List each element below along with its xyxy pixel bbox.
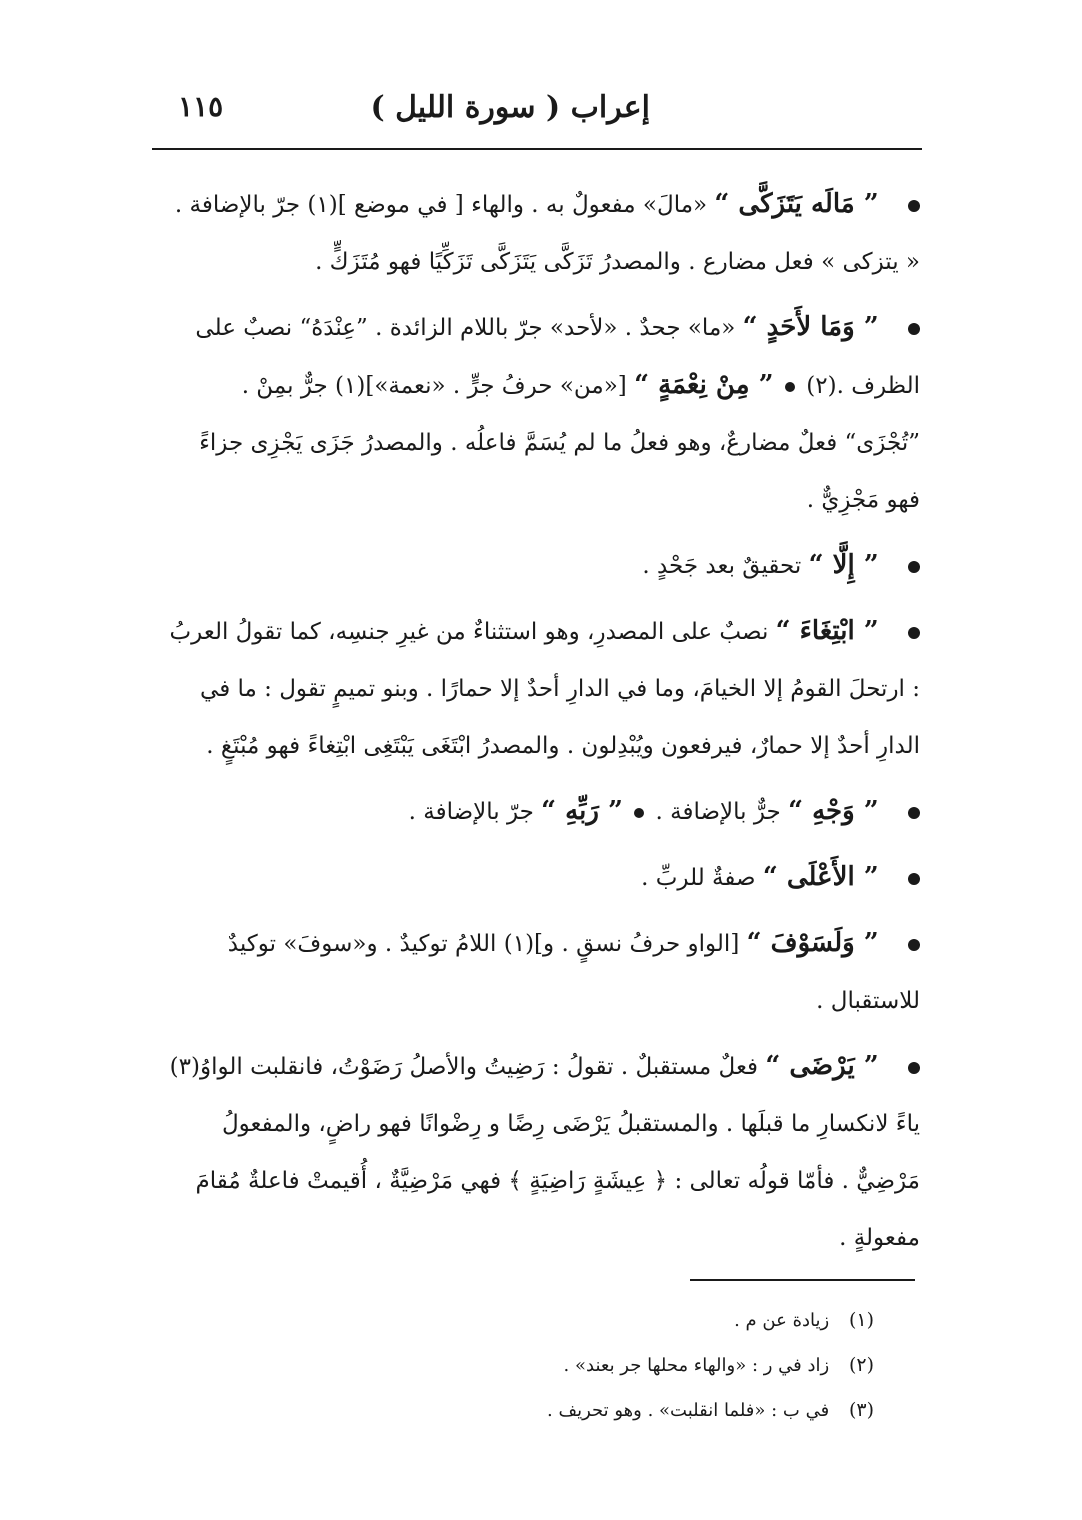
entry-word: ” ابْتِغَاءَ “ xyxy=(775,616,879,646)
footnote-item xyxy=(354,1343,874,1388)
entry-text: «ما» جحدٌ . «لأحد» جرّ باللام الزائدة . ”عِنْدَهُ“ نصبٌ على الظرف .(٢) xyxy=(195,315,920,399)
bullet-icon xyxy=(908,807,920,819)
body-text xyxy=(160,176,920,1275)
entry-ibtighaa xyxy=(160,603,920,775)
footnote-rule xyxy=(690,1279,915,1281)
bullet-icon xyxy=(908,1062,920,1074)
entry-wajhi xyxy=(160,783,920,841)
entry-word: ” وَلَسَوْفَ “ xyxy=(746,928,879,958)
entry-text: «مالَ» مفعولٌ به . والهاء [ في موضع ](١) جرّ بالإضافة . « يتزكى » فعل مضارع . والمصدرُ تَزَكَّى يَتَزَكَّى تَزَكِّيًا فهو مُتَزَكٍّ . xyxy=(174,192,920,275)
entry-word: ” وَمَا لأَحَدٍ “ xyxy=(742,312,879,342)
bullet-icon xyxy=(908,200,920,212)
entry-text-secondary: [«من» حرفُ جرٍّ . «نعمة»](١) جرٌّ بمِنْ . ”تُجْزَى“ فعلٌ مضارعٌ، وهو فعلُ ما لم يُسَمَّ فاعلُه . والمصدرُ جَزَى يَجْزِى جزاءً فهو مَجْزِيٌّ . xyxy=(199,373,920,513)
entry-wamaa-liahad xyxy=(160,299,920,529)
bullet-icon xyxy=(908,561,920,573)
header-rule xyxy=(152,148,922,150)
bullet-icon xyxy=(908,939,920,951)
entry-text-secondary: جرّ بالإضافة . xyxy=(408,799,534,825)
footnote-item xyxy=(354,1298,874,1343)
bullet-icon xyxy=(908,627,920,639)
entry-text: صفةٌ للربِّ . xyxy=(641,865,756,891)
footnote-text: زاد في ر : «والهاء محلها جر بعند» . xyxy=(563,1355,830,1376)
footnotes xyxy=(354,1298,874,1433)
page-header xyxy=(150,82,920,142)
footnote-text: في ب : «فلما انقلبت» . وهو تحريف . xyxy=(547,1400,830,1421)
footnote-number: (٢) xyxy=(848,1354,874,1376)
entry-text: فعلٌ مستقبلٌ . تقولُ : رَضِيتُ والأصلُ رَضَوْتُ، فانقلبت الواوُ(٣) ياءً لانكسارِ ما قبلَها . والمستقبلُ يَرْضَى رِضًا و رِضْوانًا فهو راضٍ، والمفعولُ مَرْضِيٌّ . فأمّا قولُه تعالى : ﴿ عِيشَةٍ رَاضِيَةٍ ﴾ فهي مَرْضِيَّةٌ ، أُقيمتْ فاعلةٌ مُقامَ مفعولةٍ . xyxy=(169,1054,920,1251)
bullet-icon xyxy=(908,873,920,885)
bullet-icon xyxy=(908,323,920,335)
inline-bullet-icon xyxy=(634,808,644,818)
entry-word: ” إِلَّا “ xyxy=(808,550,879,580)
footnote-number: (١) xyxy=(848,1309,874,1331)
footnote-number: (٣) xyxy=(848,1399,874,1421)
entry-word-secondary: ” رَبِّهِ “ xyxy=(541,796,623,826)
entry-yardaa xyxy=(160,1038,920,1267)
entry-text: [الواو حرفُ نسقٍ . و](١) اللامُ توكيدٌ . و«سوفَ» توكيدٌ للاستقبال . xyxy=(227,931,920,1014)
running-title: إعراب ( سورة الليل ) xyxy=(370,90,650,125)
entry-word: ” مَالَه يَتَزَكَّى “ xyxy=(714,189,879,219)
entry-walasawfa xyxy=(160,915,920,1030)
entry-text: جرٌّ بالإضافة . xyxy=(655,799,781,825)
entry-alaala xyxy=(160,849,920,907)
inline-bullet-icon xyxy=(785,382,795,392)
footnote-text: زيادة عن م . xyxy=(734,1310,830,1331)
entry-illa xyxy=(160,537,920,595)
entry-word: ” الأَعْلَى “ xyxy=(762,862,879,892)
footnote-item xyxy=(354,1388,874,1433)
entry-word: ” وَجْهِ “ xyxy=(788,796,879,826)
entry-text: تحقيقٌ بعد جَحْدٍ . xyxy=(642,553,802,579)
page-number: ١١٥ xyxy=(178,90,224,123)
entry-word: ” يَرْضَى “ xyxy=(765,1051,879,1081)
entry-text: نصبٌ على المصدرِ، وهو استثناءٌ من غيرِ جنسِه، كما تقولُ العربُ : ارتحلَ القومُ إلا الخيامَ، وما في الدارِ أحدٌ إلا حمارًا . وبنو تميمٍ تقول : ما في الدارِ أحدٌ إلا حمارٌ، فيرفعون ويُبْدِلون . والمصدرُ ابْتَغَى يَبْتَغِى ابْتِغاءً فهو مُبْتَغٍ . xyxy=(169,619,920,759)
entry-maalahu xyxy=(160,176,920,291)
entry-word-secondary: ” مِنْ نِعْمَةٍ “ xyxy=(634,370,774,400)
